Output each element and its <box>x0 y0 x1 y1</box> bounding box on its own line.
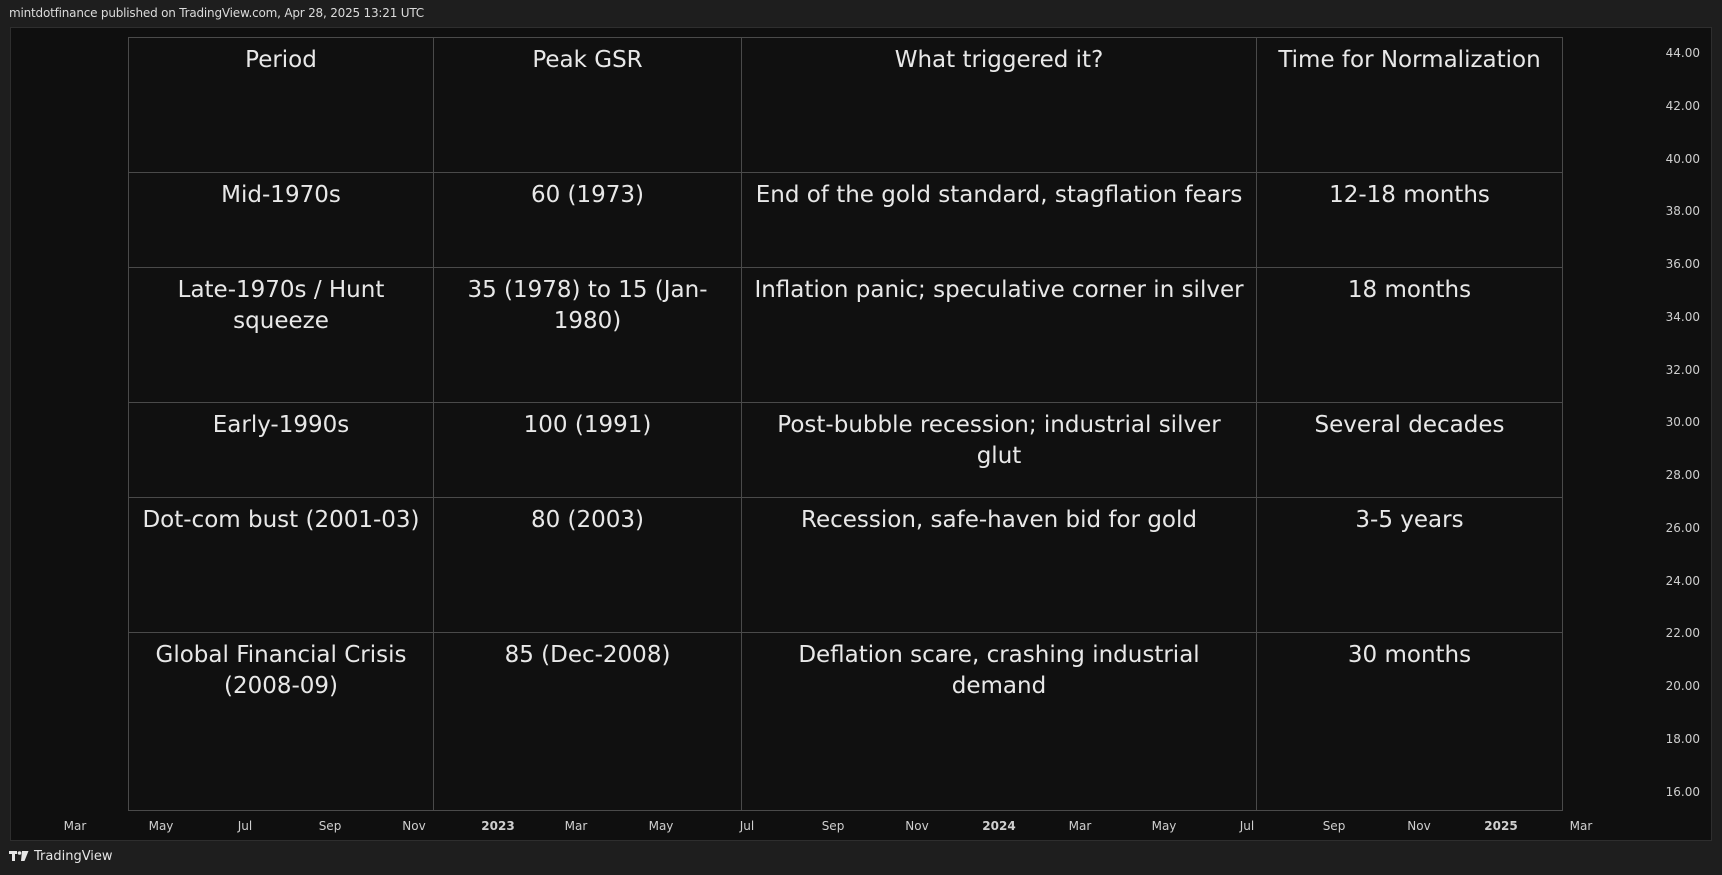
cell-normalization: 3-5 years <box>1257 498 1563 633</box>
cell-period: Early-1990s <box>129 403 434 498</box>
price-axis-label: 24.00 <box>1665 574 1700 588</box>
price-axis-label: 32.00 <box>1665 363 1700 377</box>
cell-period: Mid-1970s <box>129 173 434 268</box>
cell-peak-gsr: 80 (2003) <box>434 498 742 633</box>
cell-peak-gsr: 35 (1978) to 15 (Jan-1980) <box>434 268 742 403</box>
table-header-row <box>129 38 1563 173</box>
price-axis-label: 30.00 <box>1665 415 1700 429</box>
cell-normalization: 18 months <box>1257 268 1563 403</box>
time-axis-label: Mar <box>564 819 588 833</box>
time-axis-label: 2023 <box>481 819 515 833</box>
price-axis-label: 38.00 <box>1665 204 1700 218</box>
cell-trigger: End of the gold standard, stagflation fears <box>742 173 1257 268</box>
time-axis-label: Sep <box>1322 819 1346 833</box>
column-header-normalization: Time for Normalization <box>1257 38 1563 173</box>
price-axis-label: 44.00 <box>1665 46 1700 60</box>
gsr-history-table <box>128 37 1563 811</box>
price-axis-label: 28.00 <box>1665 468 1700 482</box>
time-axis-label: 2025 <box>1484 819 1518 833</box>
cell-period: Dot-com bust (2001-03) <box>129 498 434 633</box>
cell-period: Late-1970s / Hunt squeeze <box>129 268 434 403</box>
price-axis-label: 20.00 <box>1665 679 1700 693</box>
time-axis-label: Jul <box>1239 819 1255 833</box>
table-row <box>129 268 1563 403</box>
time-axis-label: Sep <box>821 819 845 833</box>
table-row <box>129 173 1563 268</box>
time-axis-label: May <box>148 819 174 833</box>
cell-peak-gsr: 100 (1991) <box>434 403 742 498</box>
publish-info: mintdotfinance published on TradingView.com, Apr 28, 2025 13:21 UTC <box>9 6 424 20</box>
time-axis-label: Sep <box>318 819 342 833</box>
cell-trigger: Deflation scare, crashing industrial demand <box>742 633 1257 811</box>
column-header-trigger: What triggered it? <box>742 38 1257 173</box>
cell-normalization: 12-18 months <box>1257 173 1563 268</box>
price-axis-label: 22.00 <box>1665 626 1700 640</box>
time-axis-label: May <box>1151 819 1177 833</box>
time-axis-label: Mar <box>63 819 87 833</box>
price-axis-label: 18.00 <box>1665 732 1700 746</box>
cell-normalization: 30 months <box>1257 633 1563 811</box>
column-header-peak-gsr: Peak GSR <box>434 38 742 173</box>
cell-trigger: Inflation panic; speculative corner in silver <box>742 268 1257 403</box>
price-axis-label: 42.00 <box>1665 99 1700 113</box>
time-axis-label: Mar <box>1068 819 1092 833</box>
cell-trigger: Post-bubble recession; industrial silver glut <box>742 403 1257 498</box>
time-axis-label: May <box>648 819 674 833</box>
cell-peak-gsr: 60 (1973) <box>434 173 742 268</box>
price-axis-label: 26.00 <box>1665 521 1700 535</box>
column-header-period: Period <box>129 38 434 173</box>
cell-normalization: Several decades <box>1257 403 1563 498</box>
price-axis-label: 40.00 <box>1665 152 1700 166</box>
time-axis-label: 2024 <box>982 819 1016 833</box>
cell-period: Global Financial Crisis (2008-09) <box>129 633 434 811</box>
table-row <box>129 403 1563 498</box>
time-axis-label: Nov <box>1407 819 1431 833</box>
time-axis-label: Nov <box>402 819 426 833</box>
price-axis-label: 16.00 <box>1665 785 1700 799</box>
price-axis-label: 34.00 <box>1665 310 1700 324</box>
tradingview-logo[interactable] <box>9 849 113 864</box>
tradingview-brand-text: TradingView <box>34 849 113 864</box>
cell-peak-gsr: 85 (Dec-2008) <box>434 633 742 811</box>
table-row <box>129 498 1563 633</box>
time-axis-label: Nov <box>905 819 929 833</box>
time-axis-label: Jul <box>237 819 253 833</box>
table-row <box>129 633 1563 811</box>
cell-trigger: Recession, safe-haven bid for gold <box>742 498 1257 633</box>
tradingview-logo-icon <box>9 851 29 862</box>
price-axis-label: 36.00 <box>1665 257 1700 271</box>
time-axis-label: Jul <box>739 819 755 833</box>
time-axis-label: Mar <box>1569 819 1593 833</box>
